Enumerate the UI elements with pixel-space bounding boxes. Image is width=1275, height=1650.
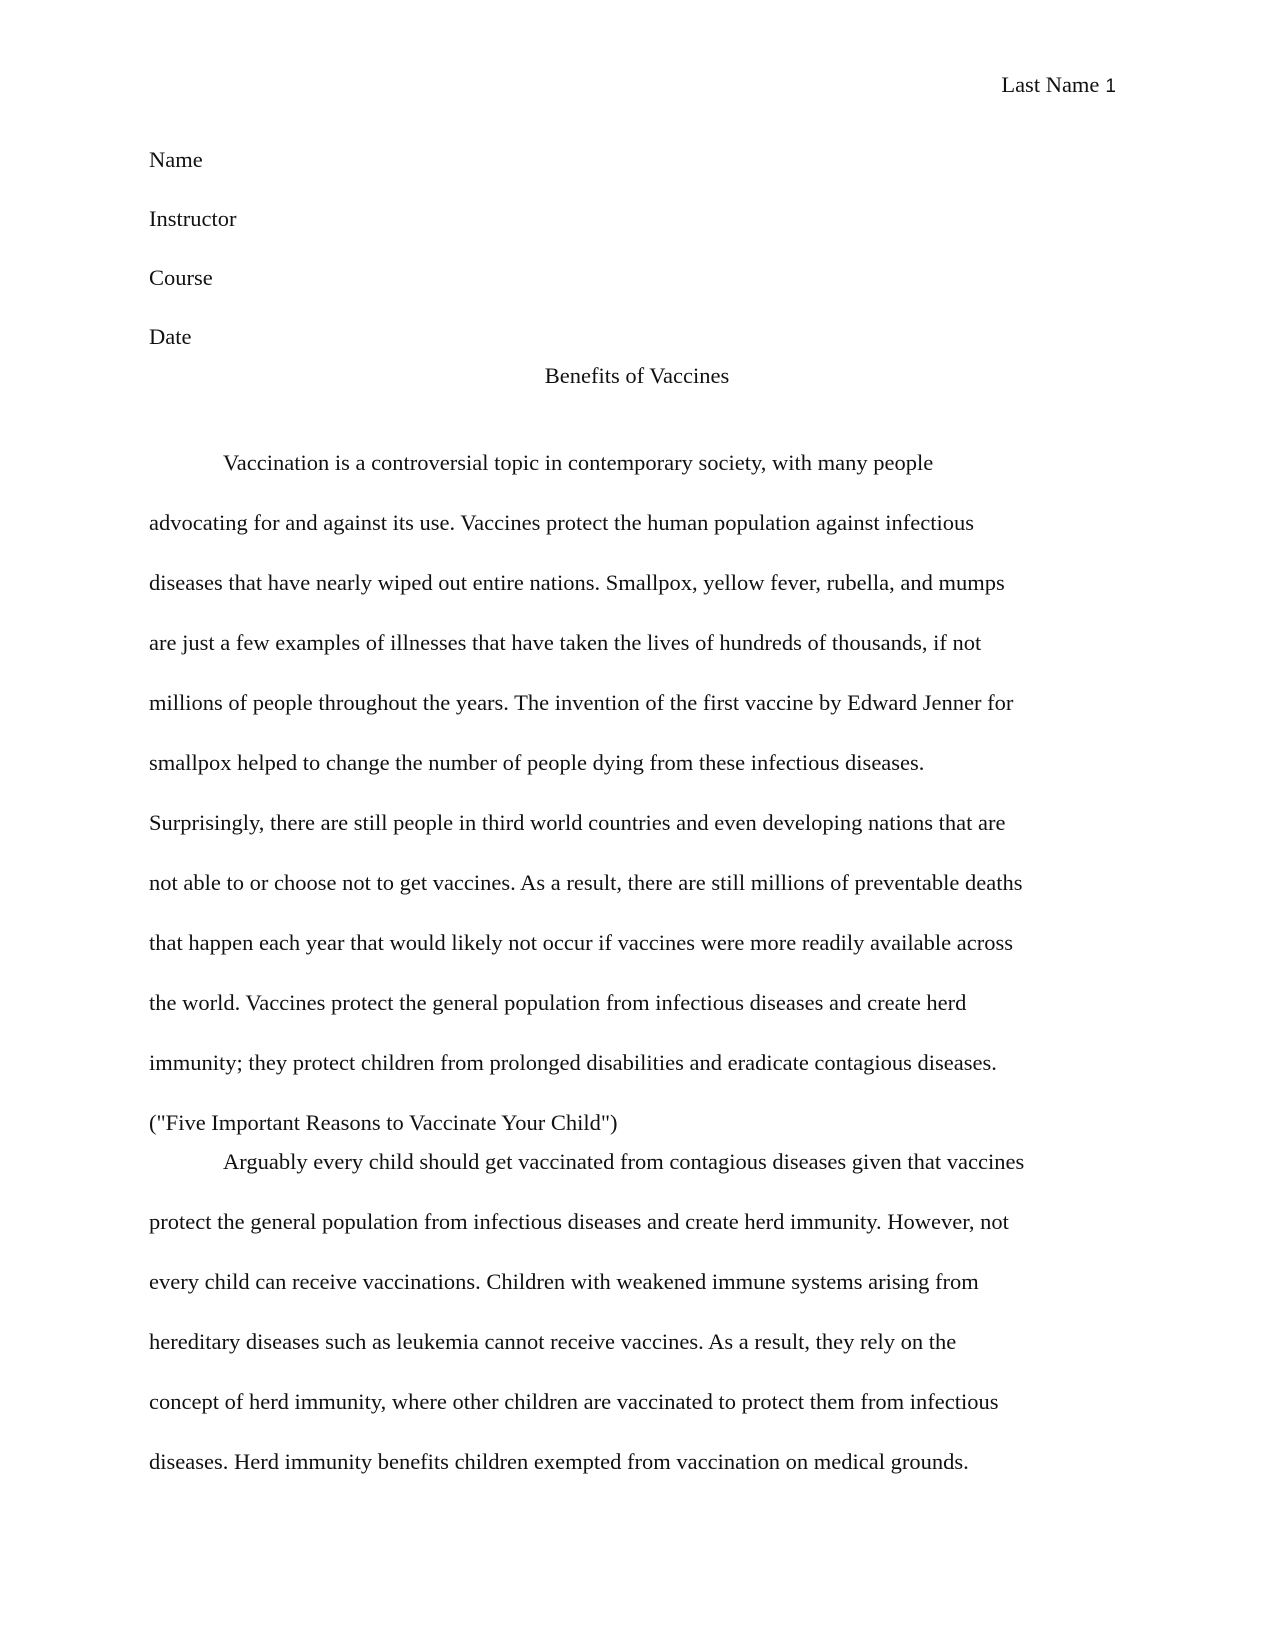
paragraph-line: the world. Vaccines protect the general population from infectious diseases and create herd — [149, 990, 967, 1015]
paragraph-line: that happen each year that would likely not occur if vaccines were more readily available across — [149, 930, 1013, 955]
paragraph-line: advocating for and against its use. Vaccines protect the human population against infectious — [149, 510, 974, 535]
paragraph-line: protect the general population from infectious diseases and create herd immunity. However, not — [149, 1209, 1009, 1234]
paragraph-1 — [149, 449, 1119, 1169]
paragraph-line: diseases. Herd immunity benefits children exempted from vaccination on medical grounds. — [149, 1449, 969, 1474]
course-name: Course — [149, 265, 213, 290]
essay-title: Benefits of Vaccines — [544, 363, 730, 388]
paragraph-line: Vaccination is a controversial topic in contemporary society, with many people — [223, 450, 934, 475]
paragraph-line: smallpox helped to change the number of people dying from these infectious diseases. — [149, 750, 925, 775]
paragraph-line: ("Five Important Reasons to Vaccinate Your Child") — [149, 1110, 618, 1135]
page-number: 1 — [1105, 76, 1116, 97]
paragraph-line: Surprisingly, there are still people in third world countries and even developing nations that are — [149, 810, 1006, 835]
paragraph-line: diseases that have nearly wiped out entire nations. Smallpox, yellow fever, rubella, and mumps — [149, 570, 1005, 595]
mla-heading — [149, 147, 1125, 383]
paragraph-line: concept of herd immunity, where other children are vaccinated to protect them from infectious — [149, 1389, 999, 1414]
paragraph-line: immunity; they protect children from prolonged disabilities and eradicate contagious diseases. — [149, 1050, 997, 1075]
running-header — [1001, 74, 1116, 97]
paragraph-2 — [149, 1148, 1119, 1508]
paragraph-line: hereditary diseases such as leukemia cannot receive vaccines. As a result, they rely on the — [149, 1329, 957, 1354]
student-name: Name — [149, 147, 203, 172]
paragraph-line: every child can receive vaccinations. Children with weakened immune systems arising from — [149, 1269, 979, 1294]
paragraph-line: not able to or choose not to get vaccines. As a result, there are still millions of preventable deaths — [149, 870, 1023, 895]
running-head-text: Last Name — [1001, 72, 1100, 97]
paragraph-line: Arguably every child should get vaccinated from contagious diseases given that vaccines — [223, 1149, 1025, 1174]
date: Date — [149, 324, 192, 349]
paragraph-line: millions of people throughout the years. The invention of the first vaccine by Edward Jenner for — [149, 690, 1014, 715]
instructor-name: Instructor — [149, 206, 237, 231]
paragraph-line: are just a few examples of illnesses that have taken the lives of hundreds of thousands, if not — [149, 630, 982, 655]
